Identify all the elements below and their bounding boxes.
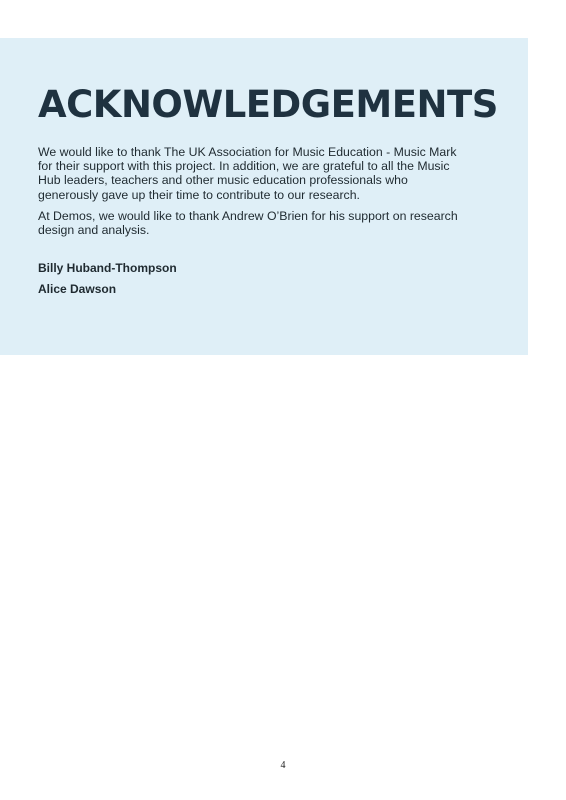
acknowledgements-panel [0, 38, 528, 355]
page-number: 4 [280, 760, 286, 771]
acknowledgement-paragraph-2: At Demos, we would like to thank Andrew O’Brien for his support on research design and analysis. [38, 208, 458, 238]
author-name-2: Alice Dawson [38, 282, 117, 297]
acknowledgements-content [38, 83, 498, 297]
author-name-1: Billy Huband-Thompson [38, 261, 177, 276]
page-title: ACKNOWLEDGEMENTS [38, 83, 498, 126]
acknowledgement-paragraph-1: We would like to thank The UK Association for Music Education - Music Mark for their support with this project. In addition, we are grateful to all the Music Hub leaders, teachers and other music education professionals who generously gave up their time to contribute to our research. [38, 145, 457, 202]
